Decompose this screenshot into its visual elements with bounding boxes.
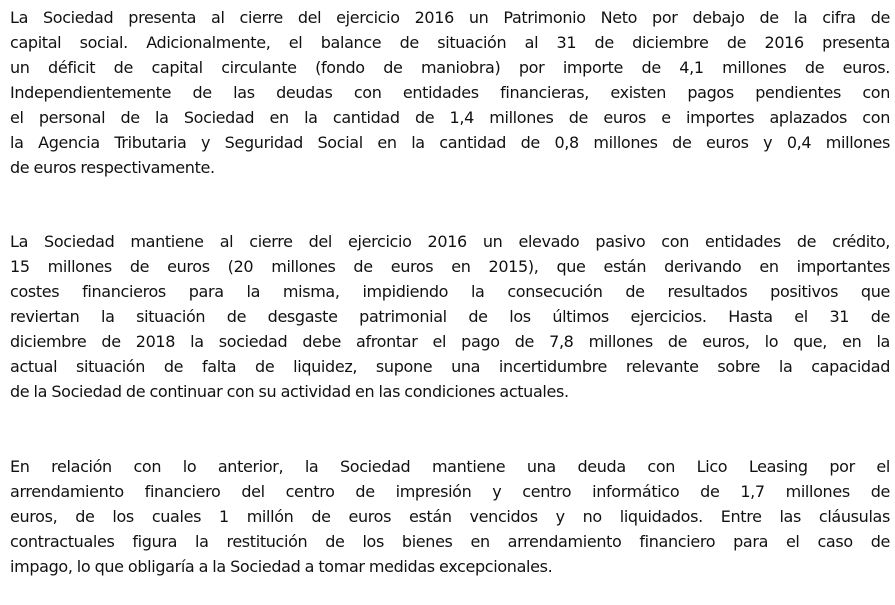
text-line: La Sociedad presenta al cierre del ejercicio 2016 un Patrimonio Neto por debajo de la cifra de	[10, 8, 890, 27]
paragraph-3	[10, 454, 890, 579]
text-line: de euros respectivamente.	[10, 158, 215, 177]
text-line: arrendamiento financiero del centro de impresión y centro informático de 1,7 millones de	[10, 482, 890, 501]
text-line: actual situación de falta de liquidez, supone una incertidumbre relevante sobre la capacidad	[10, 357, 890, 376]
paragraph-2	[10, 229, 890, 404]
text-line: 15 millones de euros (20 millones de euros en 2015), que están derivando en importantes	[10, 257, 890, 276]
text-line: impago, lo que obligaría a la Sociedad a tomar medidas excepcionales.	[10, 557, 553, 576]
text-line: diciembre de 2018 la sociedad debe afrontar el pago de 7,8 millones de euros, lo que, en la	[10, 332, 890, 351]
text-line: En relación con lo anterior, la Sociedad mantiene una deuda con Lico Leasing por el	[10, 457, 890, 476]
text-line: euros, de los cuales 1 millón de euros están vencidos y no liquidados. Entre las cláusulas	[10, 507, 890, 526]
text-line: contractuales figura la restitución de los bienes en arrendamiento financiero para el caso de	[10, 532, 890, 551]
text-line: un déficit de capital circulante (fondo de maniobra) por importe de 4,1 millones de euros.	[10, 58, 890, 77]
text-line: de la Sociedad de continuar con su actividad en las condiciones actuales.	[10, 382, 569, 401]
text-line: costes financieros para la misma, impidiendo la consecución de resultados positivos que	[10, 282, 890, 301]
text-line: el personal de la Sociedad en la cantidad de 1,4 millones de euros e importes aplazados con	[10, 108, 890, 127]
text-line: reviertan la situación de desgaste patrimonial de los últimos ejercicios. Hasta el 31 de	[10, 307, 890, 326]
text-line: la Agencia Tributaria y Seguridad Social en la cantidad de 0,8 millones de euros y 0,4 millones	[10, 133, 890, 152]
text-line: Independientemente de las deudas con entidades financieras, existen pagos pendientes con	[10, 83, 890, 102]
text-line: La Sociedad mantiene al cierre del ejercicio 2016 un elevado pasivo con entidades de crédito,	[10, 232, 890, 251]
paragraph-1	[10, 5, 890, 180]
text-line: capital social. Adicionalmente, el balance de situación al 31 de diciembre de 2016 presenta	[10, 33, 890, 52]
